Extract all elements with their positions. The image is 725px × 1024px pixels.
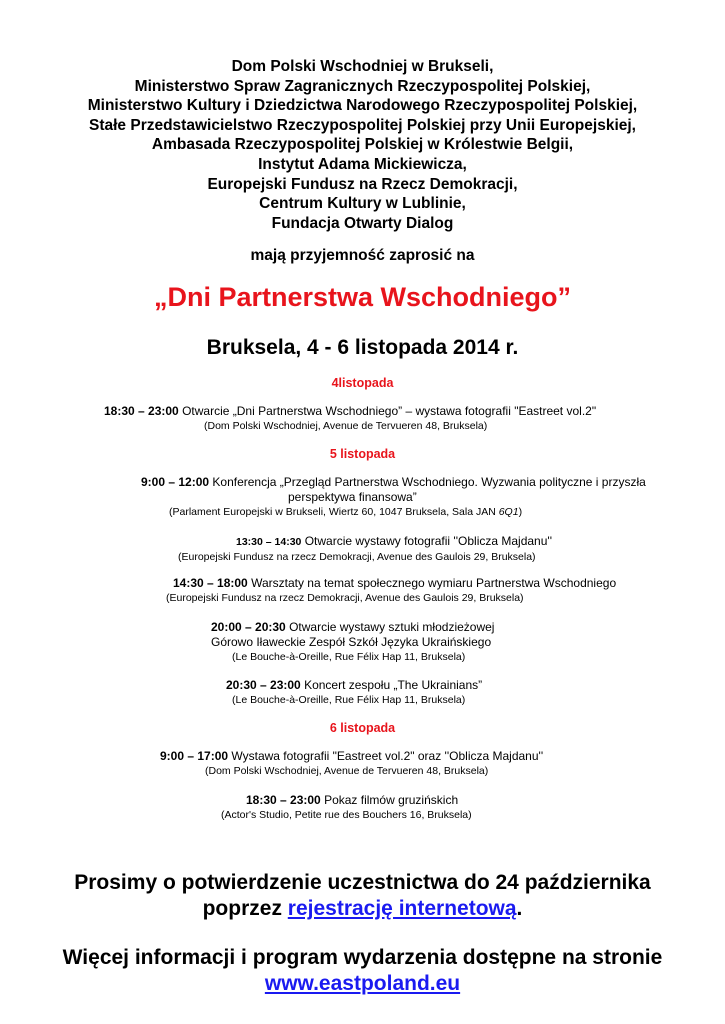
day-heading: 4listopada — [331, 376, 394, 390]
event-item — [160, 749, 680, 779]
organizer: Fundacja Otwarty Dialog — [271, 214, 454, 232]
event-time: 20:00 – 20:30 — [211, 620, 286, 634]
info-block — [0, 945, 725, 997]
event-time: 9:00 – 17:00 — [160, 749, 229, 763]
event-title: „Dni Partnerstwa Wschodniego” — [153, 282, 572, 312]
event-time: 18:30 – 23:00 — [246, 793, 321, 807]
organizer: Dom Polski Wschodniej w Brukseli, — [231, 58, 494, 75]
event-address: (Le Bouche-à-Oreille, Rue Félix Hap 11, Bruksela) — [232, 651, 466, 663]
event-address: (Dom Polski Wschodniej, Avenue de Tervueren 48, Bruksela) — [204, 420, 488, 432]
day-heading: 6 listopada — [329, 721, 396, 735]
rsvp-text: Prosimy o potwierdzenie uczestnictwa do 24 października — [74, 871, 651, 894]
event-time: 13:30 – 14:30 — [236, 536, 302, 548]
event-desc: Otwarcie wystawy fotografii ''Oblicza Majdanu'' — [301, 534, 552, 548]
event-item — [141, 475, 701, 520]
event-desc: Otwarcie „Dni Partnerstwa Wschodniego” – wystawa fotografii "Eastreet vol.2" — [178, 404, 597, 418]
website-link[interactable]: www.eastpoland.eu — [264, 972, 461, 995]
event-item — [104, 404, 664, 434]
event-address: (Europejski Fundusz na rzecz Demokracji, Avenue des Gaulois 29, Bruksela) — [166, 592, 524, 604]
event-item — [221, 793, 646, 823]
organizer: Ministerstwo Spraw Zagranicznych Rzeczypospolitej Polskiej, — [134, 77, 591, 95]
event-desc: Warsztaty na temat społecznego wymiaru Partnerstwa Wschodniego — [247, 576, 617, 590]
organizer: Ministerstwo Kultury i Dziedzictwa Narodowego Rzeczypospolitej Polskiej, — [87, 97, 638, 115]
info-text: Więcej informacji i program wydarzenia dostępne na stronie — [62, 946, 663, 969]
day-heading: 5 listopada — [329, 447, 396, 461]
organizers-list — [0, 57, 725, 233]
event-desc: Otwarcie wystawy sztuki młodzieżowej — [285, 620, 495, 634]
event-time: 9:00 – 12:00 — [141, 475, 210, 489]
event-time: 18:30 – 23:00 — [104, 404, 179, 418]
event-address: (Europejski Fundusz na rzecz Demokracji, Avenue des Gaulois 29, Bruksela) — [178, 551, 536, 563]
event-address: (Le Bouche-à-Oreille, Rue Félix Hap 11, Bruksela) — [232, 694, 466, 706]
organizer: Europejski Fundusz na Rzecz Demokracji, — [207, 175, 518, 193]
event-desc: Pokaz filmów gruzińskich — [320, 793, 459, 807]
organizer: Centrum Kultury w Lublinie, — [259, 195, 466, 213]
event-item — [226, 678, 626, 708]
organizer: Instytut Adama Mickiewicza, — [258, 155, 467, 173]
event-desc: Konferencja „Przegląd Partnerstwa Wschodniego. Wyzwania polityczne i przyszła — [209, 475, 646, 489]
registration-link[interactable]: rejestrację internetową — [287, 897, 517, 920]
event-desc: Koncert zespołu „The Ukrainians” — [300, 678, 483, 692]
event-address: (Actor's Studio, Petite rue des Bouchers 16, Bruksela) — [221, 809, 472, 821]
event-desc-cont: Górowo Iławeckie Zespół Szkół Języka Ukraińskiego — [211, 635, 492, 649]
organizer: Ambasada Rzeczypospolitej Polskiej w Królestwie Belgii, — [151, 136, 574, 154]
event-item — [178, 534, 696, 565]
event-address: (Parlament Europejski w Brukseli, Wiertz 60, 1047 Bruksela, Sala JAN 6Q1) — [169, 506, 523, 518]
event-item — [211, 620, 611, 665]
event-desc: Wystawa fotografii "Eastreet vol.2" oraz ''Oblicza Majdanu'' — [228, 749, 544, 763]
rsvp-block — [0, 870, 725, 922]
event-time: 20:30 – 23:00 — [226, 678, 301, 692]
organizer: Stałe Przedstawicielstwo Rzeczypospolitej Polskiej przy Unii Europejskiej, — [89, 116, 636, 134]
event-desc-cont: perspektywa finansowa” — [288, 490, 417, 504]
place-date: Bruksela, 4 - 6 listopada 2014 r. — [206, 336, 519, 359]
rsvp-line2: poprzez rejestrację internetową. — [202, 897, 523, 920]
event-item — [166, 576, 693, 606]
event-time: 14:30 – 18:00 — [173, 576, 248, 590]
invite-text: mają przyjemność zaprosić na — [250, 247, 475, 264]
event-address: (Dom Polski Wschodniej, Avenue de Tervueren 48, Bruksela) — [205, 765, 489, 777]
